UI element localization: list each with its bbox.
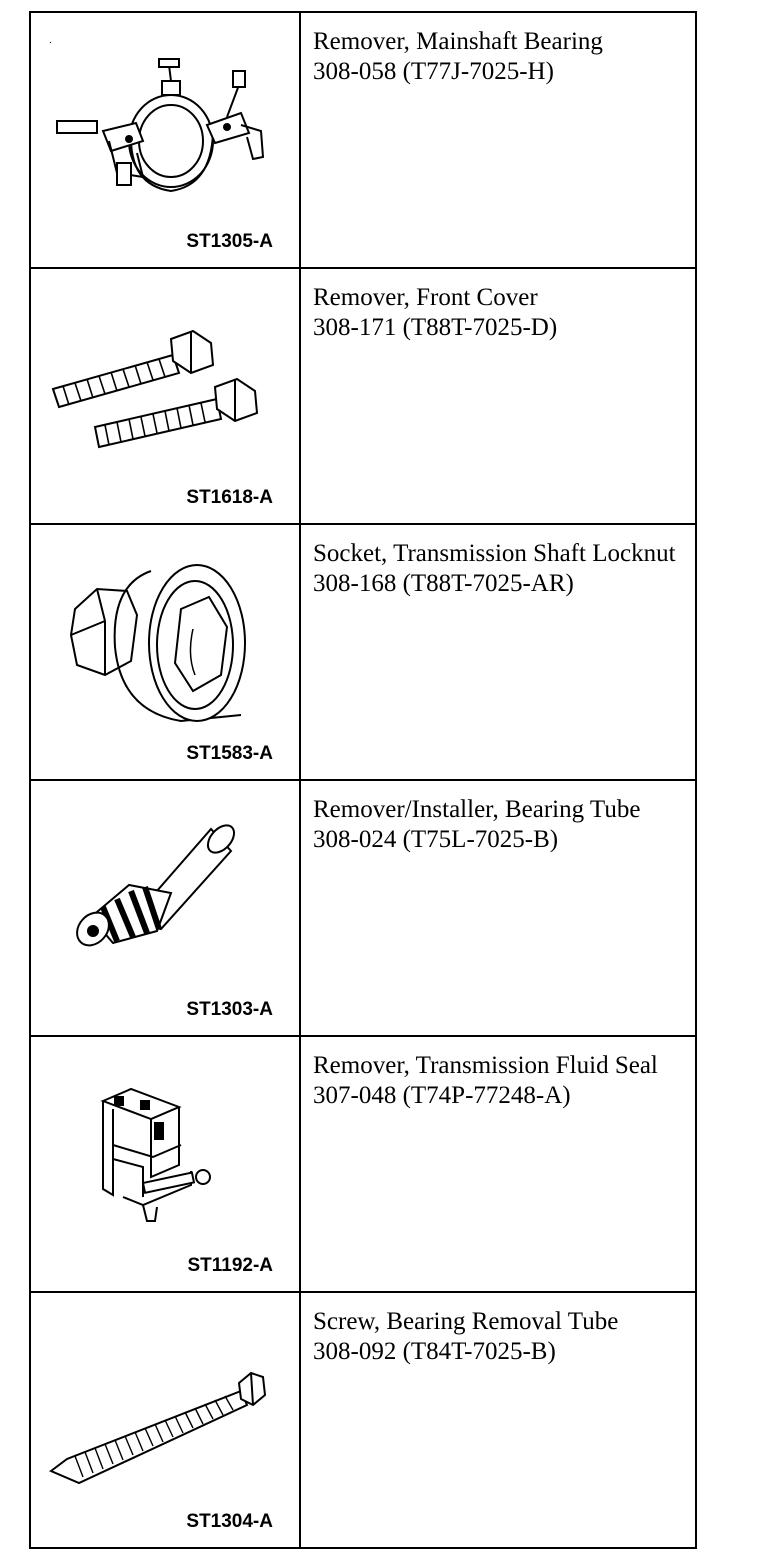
tool-illustration-cell [30,268,300,524]
tool-description-cell [300,1036,696,1292]
tool-illustration-cell [30,780,300,1036]
tool-code: ST1618-A [186,487,273,508]
table-row [30,780,696,1036]
tool-description-cell [300,780,696,1036]
tool-code: ST1304-A [186,1511,273,1532]
tool-part-number: 308-058 (T77J-7025-H) [313,58,554,85]
tool-illustration-cell [30,1292,300,1548]
tool-code: ST1583-A [186,743,273,764]
tool-illustration-cell [30,524,300,780]
tool-description: Remover, Mainshaft Bearing [313,28,603,55]
table-row [30,12,696,268]
tool-part-number: 308-171 (T88T-7025-D) [313,314,558,341]
table-row [30,1292,696,1548]
tool-part-number: 307-048 (T74P-77248-A) [313,1082,571,1109]
tool-description-cell [300,524,696,780]
tool-code: ST1192-A [187,1255,273,1276]
tool-description: Remover, Transmission Fluid Seal [313,1052,658,1079]
tool-description: Remover, Front Cover [313,284,538,311]
tool-part-number: 308-024 (T75L-7025-B) [313,826,559,853]
tool-description-cell [300,1292,696,1548]
tool-description: Socket, Transmission Shaft Locknut [313,540,676,567]
tool-description: Screw, Bearing Removal Tube [313,1308,619,1335]
tool-part-number: 308-092 (T84T-7025-B) [313,1338,556,1365]
tool-illustration-cell [30,1036,300,1292]
table-row [30,268,696,524]
tool-description: Remover/Installer, Bearing Tube [313,796,641,823]
tool-description-cell [300,12,696,268]
tool-code: ST1305-A [186,231,273,252]
table-row [30,1036,696,1292]
tool-description-cell [300,268,696,524]
special-tools-table [29,11,697,1549]
tool-illustration-cell: . ST1305-A [30,12,300,268]
table-row [30,524,696,780]
tool-code: ST1303-A [186,999,273,1020]
tool-part-number: 308-168 (T88T-7025-AR) [313,570,574,597]
